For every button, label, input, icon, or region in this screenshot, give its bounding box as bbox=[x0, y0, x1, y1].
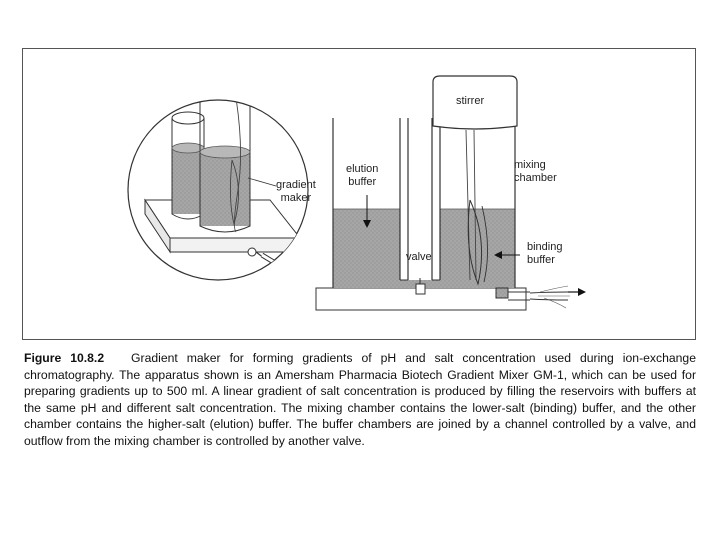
label-gradient-maker-line2: maker bbox=[280, 192, 312, 204]
label-elution-buffer bbox=[346, 163, 378, 189]
label-stirrer: stirrer bbox=[456, 95, 485, 107]
label-elution-buffer-line2: buffer bbox=[348, 176, 377, 188]
label-binding-buffer-line2: buffer bbox=[527, 254, 555, 266]
caption-text: Gradient maker for forming gradients of pH and salt concentration used during ion-exchange chromatography. The apparatus shown is an Amersham Pharmacia Biotech Gradient Mixer GM-1, which can be used for preparing gradients up to 500 ml. A linear gradient of salt concentration is produced by filling the reservoirs with buffers at the same pH and different salt concentration. The mixing chamber contains the lower-salt (binding) buffer, and the other chamber contains the higher-salt (elution) buffer. The buffer chambers are joined by a channel controlled by a valve, and outflow from the mixing chamber is controlled by another valve. bbox=[24, 351, 696, 448]
figure-caption bbox=[24, 350, 696, 450]
label-valve: valve bbox=[406, 251, 432, 263]
label-mixing-chamber-line2: chamber bbox=[514, 172, 557, 184]
inset-mixing-cylinder bbox=[200, 84, 250, 232]
label-binding-buffer bbox=[527, 241, 562, 267]
mixing-chamber-vessel bbox=[440, 118, 515, 288]
figure-number: Figure 10.8.2 bbox=[24, 351, 105, 365]
label-gradient-maker-line1: gradient bbox=[276, 179, 316, 191]
label-mixing-chamber bbox=[514, 159, 557, 185]
label-elution-buffer-line1: elution bbox=[346, 163, 379, 175]
label-binding-buffer-line1: binding bbox=[527, 241, 563, 253]
gradient-mixer-apparatus bbox=[316, 76, 586, 310]
label-gradient-maker bbox=[276, 179, 316, 205]
label-mixing-chamber-line1: mixing bbox=[514, 159, 546, 171]
